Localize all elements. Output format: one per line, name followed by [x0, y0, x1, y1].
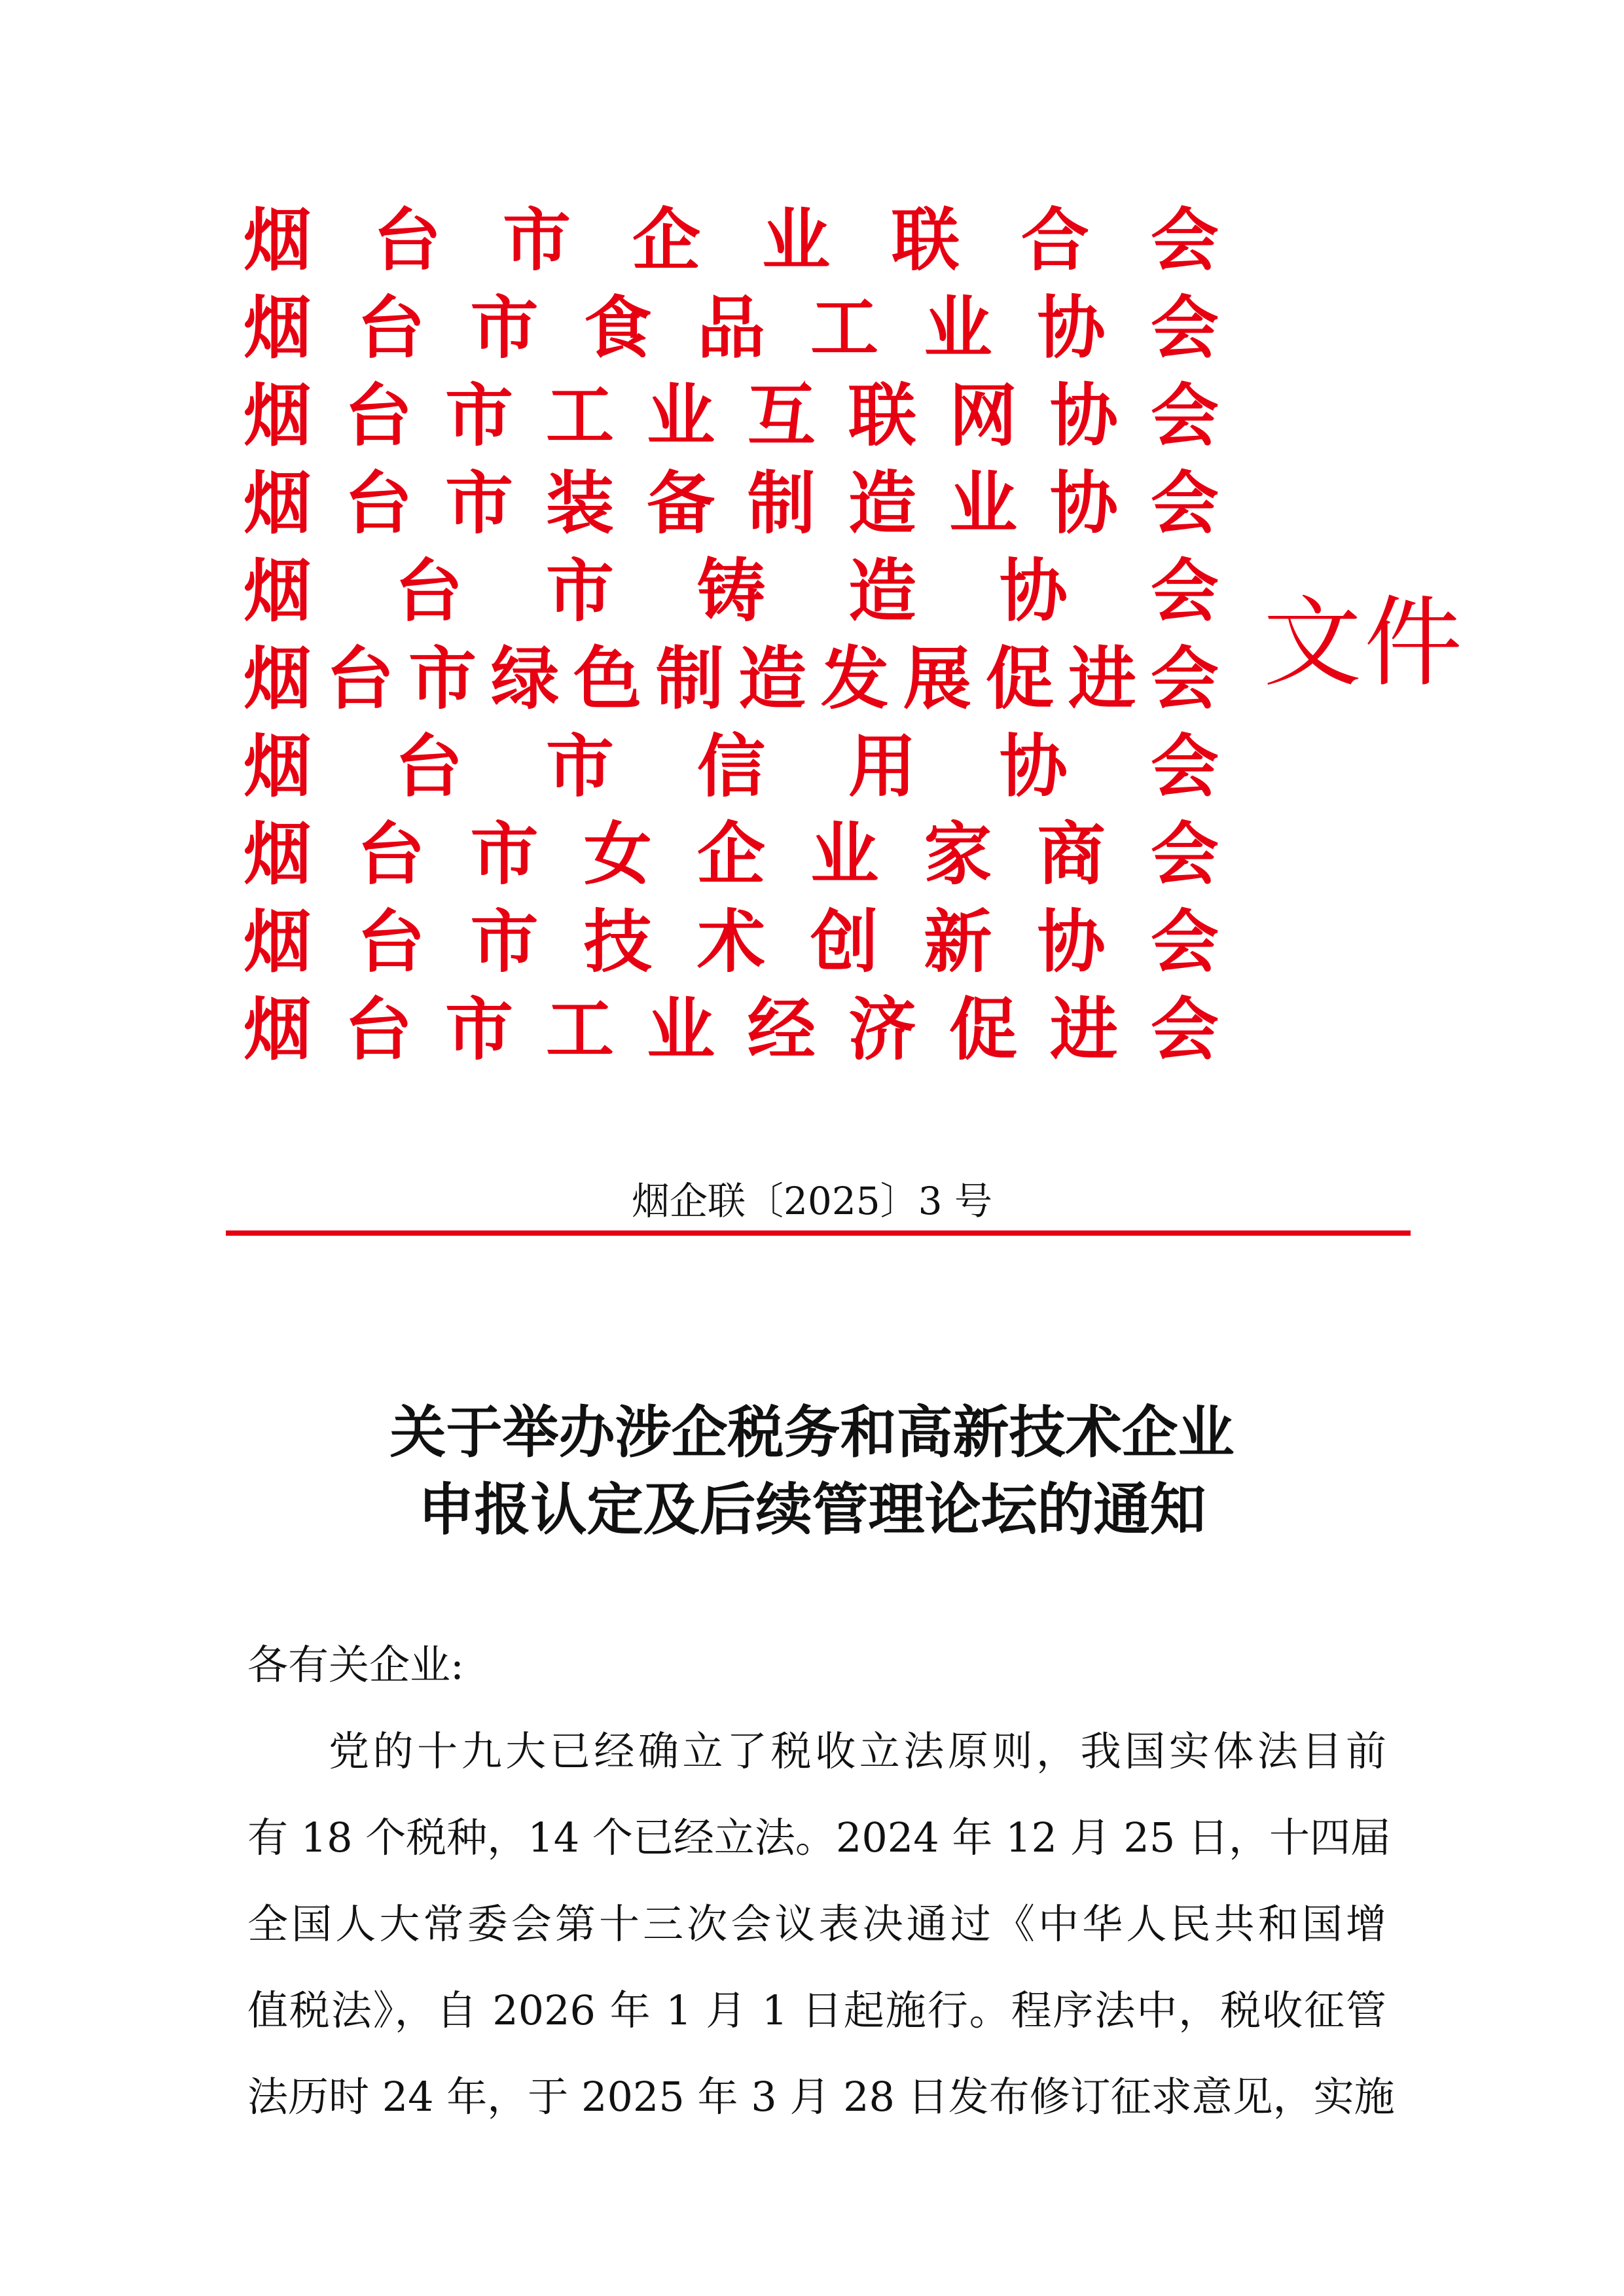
org-line — [244, 898, 1219, 986]
title-line-1: 关于举办涉企税务和高新技术企业 — [389, 1399, 1235, 1465]
org-character: 业 — [810, 814, 879, 894]
org-character: 市 — [545, 550, 614, 631]
org-character: 术 — [696, 901, 765, 982]
org-character: 互 — [747, 375, 816, 456]
org-character: 烟 — [244, 463, 312, 543]
org-character: 促 — [948, 989, 1017, 1069]
org-character: 业 — [646, 375, 715, 456]
org-character: 会 — [1150, 200, 1219, 280]
org-line — [244, 372, 1219, 459]
paragraph-line: 全国人大常委会第十三次会议表决通过《中华人民共和国增 — [247, 1900, 1386, 1948]
org-character: 品 — [696, 287, 765, 368]
org-character: 台 — [372, 200, 441, 280]
paragraph-line: 值税法》，自 2026 年 1 月 1 日起施行。程序法中，税收征管 — [247, 1986, 1386, 2034]
org-character: 信 — [696, 726, 765, 806]
org-line — [244, 986, 1219, 1073]
org-character: 济 — [848, 989, 916, 1069]
org-character: 协 — [999, 550, 1068, 631]
org-character: 网 — [948, 375, 1017, 456]
org-character: 商 — [1037, 814, 1106, 894]
org-character: 会 — [1150, 287, 1219, 368]
org-character: 会 — [1150, 638, 1219, 719]
org-character: 促 — [985, 638, 1054, 719]
org-character: 台 — [344, 989, 412, 1069]
org-character: 进 — [1068, 638, 1136, 719]
org-character: 进 — [1049, 989, 1118, 1069]
org-character: 市 — [545, 726, 614, 806]
document-number: 烟企联〔2025〕3 号 — [632, 1179, 992, 1223]
org-character: 烟 — [244, 638, 312, 719]
org-character: 协 — [1037, 287, 1106, 368]
org-character: 造 — [848, 463, 916, 543]
org-character: 烟 — [244, 901, 312, 982]
org-character: 台 — [394, 550, 463, 631]
org-character: 会 — [1150, 550, 1219, 631]
org-character: 会 — [1150, 989, 1219, 1069]
issuing-organizations — [244, 196, 1219, 1073]
org-character: 制 — [655, 638, 724, 719]
org-character: 合 — [1020, 200, 1089, 280]
org-character: 市 — [444, 463, 513, 543]
org-character: 业 — [646, 989, 715, 1069]
org-character: 备 — [646, 463, 715, 543]
org-character: 台 — [344, 463, 412, 543]
org-character: 协 — [999, 726, 1068, 806]
org-character: 市 — [444, 989, 513, 1069]
paragraph-line: 有 18 个税种，14 个已经立法。2024 年 12 月 25 日，十四届 — [247, 1814, 1392, 1861]
org-character: 台 — [325, 638, 394, 719]
org-character: 新 — [924, 901, 992, 982]
red-separator-line — [226, 1230, 1411, 1236]
org-character: 食 — [583, 287, 652, 368]
org-character: 工 — [545, 989, 614, 1069]
org-character: 家 — [924, 814, 992, 894]
org-character: 会 — [1150, 901, 1219, 982]
org-character: 协 — [1049, 463, 1118, 543]
org-character: 技 — [583, 901, 652, 982]
org-character: 烟 — [244, 287, 312, 368]
org-character: 制 — [747, 463, 816, 543]
org-line — [244, 547, 1219, 635]
org-character: 烟 — [244, 550, 312, 631]
org-character: 烟 — [244, 726, 312, 806]
org-line — [244, 723, 1219, 810]
org-character: 业 — [761, 200, 830, 280]
org-character: 台 — [357, 287, 425, 368]
org-line — [244, 810, 1219, 898]
org-character: 会 — [1150, 375, 1219, 456]
org-character: 装 — [545, 463, 614, 543]
org-character: 业 — [948, 463, 1017, 543]
org-character: 市 — [408, 638, 477, 719]
org-character: 发 — [820, 638, 889, 719]
org-character: 会 — [1150, 814, 1219, 894]
org-character: 造 — [848, 550, 916, 631]
org-line — [244, 635, 1219, 723]
org-character: 业 — [924, 287, 992, 368]
org-character: 烟 — [244, 375, 312, 456]
org-character: 烟 — [244, 200, 312, 280]
org-line — [244, 196, 1219, 284]
org-line — [244, 284, 1219, 372]
org-character: 台 — [357, 814, 425, 894]
org-character: 市 — [470, 287, 539, 368]
org-character: 会 — [1150, 463, 1219, 543]
org-character: 联 — [891, 200, 960, 280]
org-character: 烟 — [244, 814, 312, 894]
org-character: 市 — [444, 375, 513, 456]
org-character: 台 — [394, 726, 463, 806]
salutation: 各有关企业: — [247, 1641, 464, 1689]
org-character: 展 — [903, 638, 971, 719]
org-character: 工 — [545, 375, 614, 456]
document-suffix: 文件 — [1263, 586, 1466, 700]
org-character: 联 — [848, 375, 916, 456]
org-character: 企 — [632, 200, 700, 280]
org-character: 用 — [848, 726, 916, 806]
org-character: 烟 — [244, 989, 312, 1069]
org-character: 市 — [470, 901, 539, 982]
org-character: 协 — [1037, 901, 1106, 982]
org-character: 创 — [810, 901, 879, 982]
org-character: 企 — [696, 814, 765, 894]
org-character: 色 — [573, 638, 641, 719]
org-character: 台 — [344, 375, 412, 456]
org-character: 造 — [738, 638, 806, 719]
title-line-2: 申报认定及后续管理论坛的通知 — [418, 1477, 1206, 1543]
org-character: 工 — [810, 287, 879, 368]
org-character: 铸 — [696, 550, 765, 631]
org-character: 会 — [1150, 726, 1219, 806]
org-character: 台 — [357, 901, 425, 982]
paragraph-line: 党的十九大已经确立了税收立法原则，我国实体法目前 — [329, 1727, 1386, 1775]
document-title — [0, 1394, 1624, 1549]
org-line — [244, 459, 1219, 547]
org-character: 女 — [583, 814, 652, 894]
org-character: 市 — [470, 814, 539, 894]
document-body — [247, 1622, 1395, 2140]
org-character: 市 — [502, 200, 571, 280]
org-character: 协 — [1049, 375, 1118, 456]
paragraph-line: 法历时 24 年，于 2025 年 3 月 28 日发布修订征求意见，实施 — [247, 2073, 1395, 2121]
org-character: 绿 — [490, 638, 559, 719]
org-character: 经 — [747, 989, 816, 1069]
